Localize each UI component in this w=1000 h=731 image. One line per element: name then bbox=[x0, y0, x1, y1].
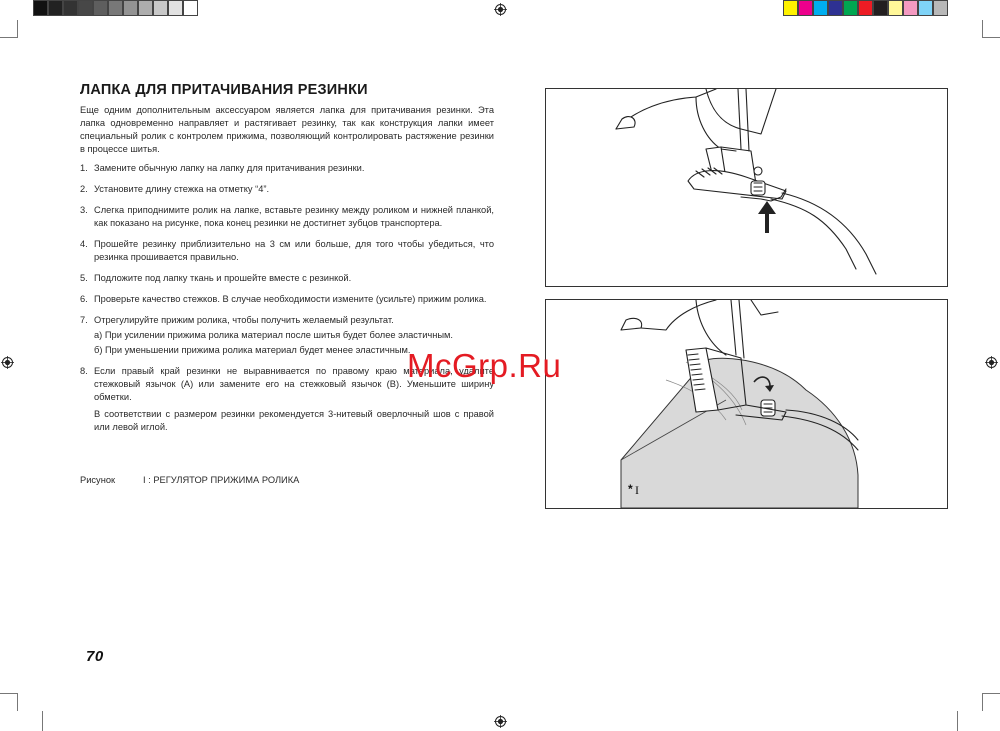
intro-paragraph: Еще одним дополнительным аксессуаром является лапка для притачивания резинки. Эта лапка одновременно направляет и растягивает резинку, так как конструкция лапки имеет специальный ролик с контролем прижима, позволяющий контролировать растяжение резинки в процессе шитья. bbox=[80, 105, 494, 154]
color-swatch bbox=[888, 0, 903, 16]
elastic-foot-illustration-1 bbox=[545, 88, 948, 287]
watermark: McGrp.Ru bbox=[407, 347, 562, 384]
step-item: 2. Установите длину стежка на отметку “4”. bbox=[80, 184, 270, 194]
color-swatch bbox=[183, 0, 198, 16]
color-swatch bbox=[843, 0, 858, 16]
step-item: 7. Отрегулируйте прижим ролика, чтобы получить желаемый результат. а) При усилении прижима ролика материал после шитья будет более эластичным. б) При уменьшении прижима ролика материал будет менее эластичным. bbox=[80, 314, 494, 357]
color-swatch bbox=[783, 0, 798, 16]
step-item: 4. Прошейте резинку приблизительно на 3 см или больше, для того чтобы убедиться, что резинка прошивается правильно. bbox=[80, 239, 494, 262]
sewing-foot-drawing bbox=[546, 89, 947, 286]
color-swatch bbox=[858, 0, 873, 16]
sewing-fabric-drawing bbox=[546, 300, 947, 508]
registration-mark-icon bbox=[1, 356, 14, 369]
step-note: В соответствии с размером резинки рекомендуется 3-нитевый оверлочный шов с правой или левой иглой. bbox=[94, 409, 494, 432]
color-swatch bbox=[798, 0, 813, 16]
registration-mark-icon bbox=[494, 715, 507, 728]
instruction-steps bbox=[80, 162, 494, 442]
crop-mark bbox=[982, 693, 1000, 694]
color-swatch bbox=[33, 0, 48, 16]
crop-mark bbox=[42, 711, 43, 731]
color-calibration-bar bbox=[783, 0, 948, 17]
step-item: 5. Подложите под лапку ткань и прошейте вместе с резинкой. bbox=[80, 273, 352, 283]
crop-mark bbox=[0, 37, 18, 38]
crop-mark bbox=[982, 693, 983, 711]
color-swatch bbox=[153, 0, 168, 16]
color-swatch bbox=[48, 0, 63, 16]
color-swatch bbox=[123, 0, 138, 16]
color-swatch bbox=[933, 0, 948, 16]
crop-mark bbox=[17, 693, 18, 711]
crop-mark bbox=[982, 37, 1000, 38]
color-swatch bbox=[108, 0, 123, 16]
caption-label: Рисунок bbox=[80, 475, 116, 485]
crop-mark bbox=[17, 20, 18, 38]
step-item: 6. Проверьте качество стежков. В случае необходимости измените (усильте) прижим ролика. bbox=[80, 294, 487, 304]
page-number: 70 bbox=[86, 648, 104, 665]
color-swatch bbox=[903, 0, 918, 16]
figure-label: I bbox=[635, 483, 639, 497]
elastic-foot-illustration-2 bbox=[545, 299, 948, 509]
color-swatch bbox=[93, 0, 108, 16]
step-sub-item: а) При усилении прижима ролика материал после шитья будет более эластичным. bbox=[94, 330, 454, 340]
color-swatch bbox=[813, 0, 828, 16]
grayscale-calibration-bar bbox=[33, 0, 198, 17]
color-swatch bbox=[918, 0, 933, 16]
page-title: ЛАПКА ДЛЯ ПРИТАЧИВАНИЯ РЕЗИНКИ bbox=[80, 82, 368, 98]
color-swatch bbox=[63, 0, 78, 16]
color-swatch bbox=[138, 0, 153, 16]
crop-mark bbox=[982, 20, 983, 38]
figure-caption bbox=[80, 475, 300, 485]
step-item: 3. Слегка приподнимите ролик на лапке, вставьте резинку между роликом и нижней планкой, как показано на рисунке, пока конец резинки не достигнет зубцов транспортера. bbox=[80, 205, 494, 228]
step-item: 8. Если правый край резинки не выравнивается по правому краю материала, удалите стежковый язычок (A) или замените его на стежковый язычок (B). Уменьшите ширину обметки. В соответствии с размером резинки рекомендуется 3-нитевый оверлочный шов с правой или левой иглой. bbox=[80, 366, 494, 432]
step-sub-item: б) При уменьшении прижима ролика материал будет менее эластичным. bbox=[94, 345, 411, 355]
figure-marker-asterisk: * bbox=[628, 482, 633, 496]
crop-mark bbox=[957, 711, 958, 731]
color-swatch bbox=[168, 0, 183, 16]
color-swatch bbox=[78, 0, 93, 16]
registration-mark-icon bbox=[494, 3, 507, 16]
color-swatch bbox=[873, 0, 888, 16]
caption-text: I : РЕГУЛЯТОР ПРИЖИМА РОЛИКА bbox=[143, 475, 300, 485]
crop-mark bbox=[0, 693, 18, 694]
color-swatch bbox=[828, 0, 843, 16]
registration-mark-icon bbox=[985, 356, 998, 369]
step-item: 1. Замените обычную лапку на лапку для притачивания резинки. bbox=[80, 163, 365, 173]
